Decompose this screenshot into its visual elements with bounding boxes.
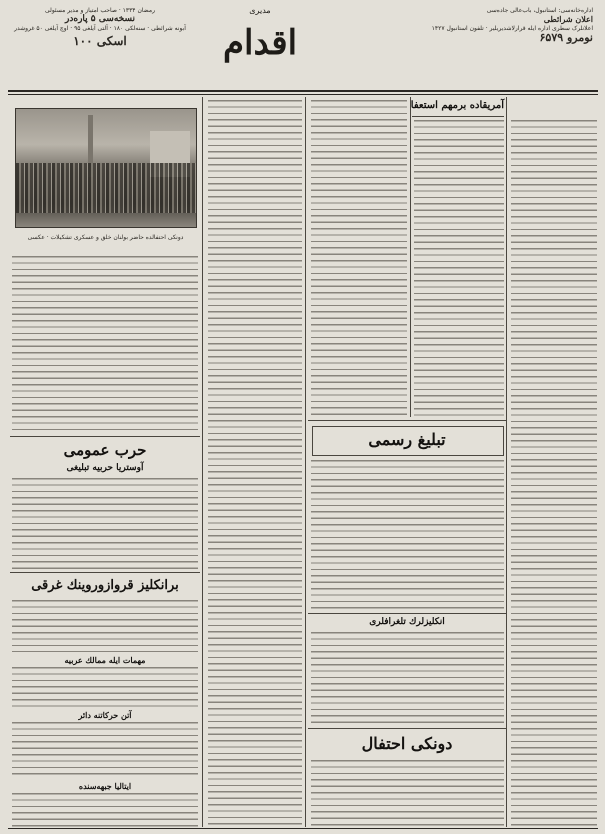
headline-small-a: مهمات ایله ممالك عربیه [64,655,146,665]
issue-number: نومرو ۶۵۷۹ [539,31,593,44]
masthead-left-top: رمضان ۱۳۳۴ · صاحب امتیاز و مدیر مسئولی [44,7,155,14]
masthead-director-label: مدیری [249,6,271,15]
article-text-official [311,460,504,610]
article-text-ceremony [311,760,504,826]
masthead-left-block [10,6,190,88]
masthead-left-small: آبونه شرائطی · سنه‌لکی ۱۸۰ · آلتی آیلغی ۹۵ · اوچ آیلغی ۵۰ غروشدر [14,25,186,32]
article-text-col1-top [12,256,198,432]
headline-small-b: آتن حرکاتنه دائر [78,710,132,720]
section-rule [308,613,506,614]
headline-war: حرب عمومی [63,441,147,459]
headline-small-c: ایتالیا جبهه‌سنده [78,781,132,791]
column-divider [202,97,203,827]
article-text-war [12,478,198,570]
masthead-right-top: اداره‌خانه‌سی: استانبول، باب‌عالی جاده‌سی [486,7,593,14]
article-text-small-c [12,793,198,827]
photo-caption: دونکی احتفالده حاضر بولنان خلق و عسکری تشکیلات · عکسی [27,234,184,241]
headline-telegrams: انکلیزلرك تلغرافلری [369,617,445,627]
bottom-rule [8,828,598,829]
headline-cruiser: برانکلیز قروازوروینك غرقی [31,578,179,593]
section-rule [308,728,506,729]
headline-resignation: آمریقاده برمهم استعفا [410,100,504,111]
article-text-resignation [414,120,504,416]
article-text-cruiser [12,600,198,652]
masthead-right-heading: اعلان شرائطی [543,14,593,24]
column-divider [506,97,507,827]
masthead-rule-thin [8,94,598,95]
news-photograph [15,108,197,228]
headline-official: تبلیغ رسمی [368,430,446,449]
column-divider [305,97,306,827]
section-rule [308,420,506,421]
article-text-small-a [12,667,198,707]
section-rule [412,116,504,117]
masthead-left-sub: نسخه‌سی ۵ پاره‌در [65,14,135,24]
masthead-right-block [378,6,593,88]
newspaper-title: اقدام [222,23,298,63]
headline-war-sub: آوستریا حربیه تبلیغی [66,463,144,473]
masthead-right-small: اعلانلرک سطری اداره ایله قرارلاشدیریلیر · تلفون استانبول ۱۴۲۷ [431,25,593,32]
headline-ceremony: دونکی احتفال [361,734,453,753]
article-text-col5 [511,120,597,826]
article-text-col2 [208,100,302,825]
section-rule [10,572,200,573]
masthead-rule [8,90,598,92]
article-text-telegrams [311,632,504,724]
article-text-small-b [12,722,198,778]
section-rule [10,436,200,437]
article-text-col3 [311,100,407,416]
column-divider [410,97,411,417]
masthead-center [205,6,315,88]
masthead-page-number: اسکی ۱۰۰ [73,34,127,48]
